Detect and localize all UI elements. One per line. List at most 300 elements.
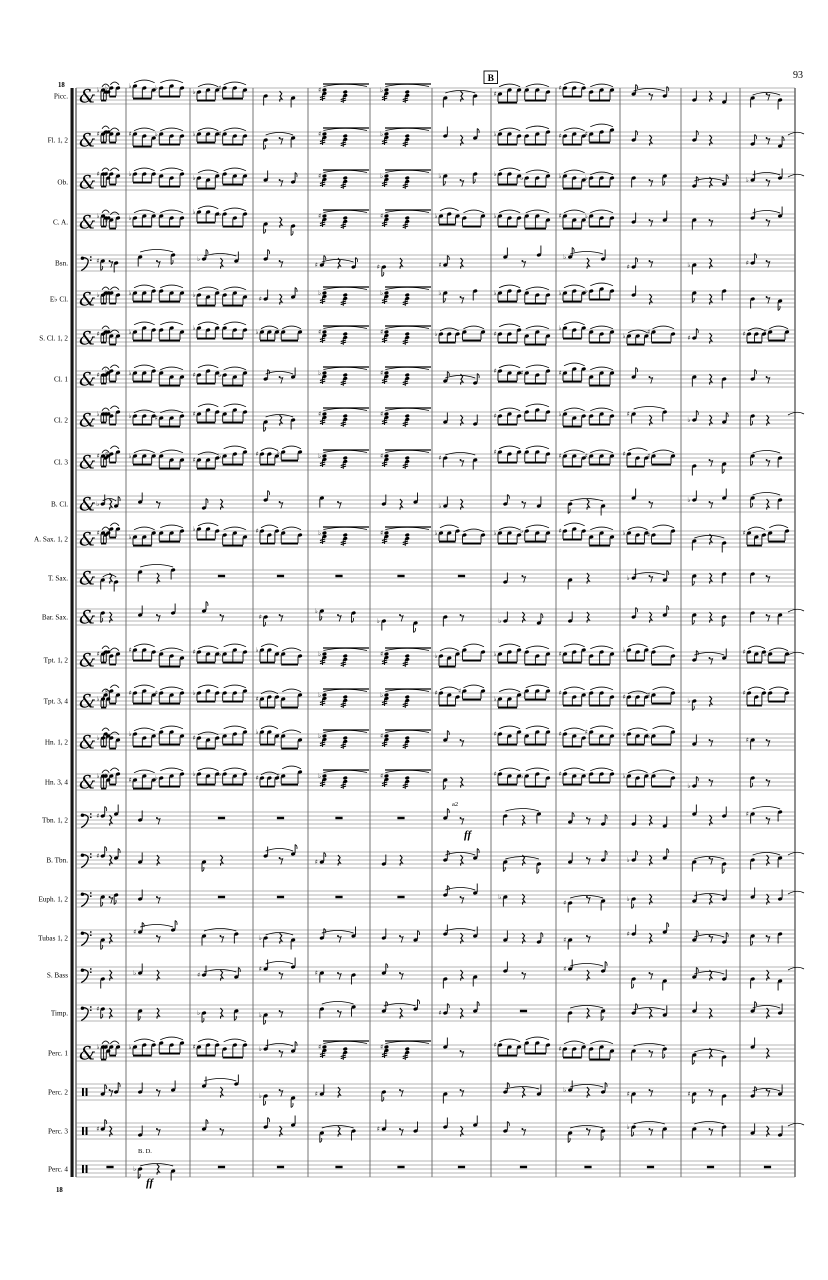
- flat-accidental-icon: ♭: [218, 210, 222, 218]
- sharp-accidental-icon: ♯: [379, 1043, 384, 1051]
- sharp-accidental-icon: ♯: [563, 899, 567, 907]
- flat-accidental-icon: ♭: [687, 261, 691, 269]
- rehearsal-mark: [484, 71, 498, 84]
- flat-accidental-icon: ♭: [379, 130, 384, 138]
- flat-accidental-icon: ♭: [133, 1165, 137, 1173]
- sharp-accidental-icon: ♯: [104, 1043, 108, 1051]
- flat-accidental-icon: ♭: [434, 652, 438, 660]
- measure-number-bottom: 18: [56, 1187, 63, 1194]
- sharp-accidental-icon: ♯: [317, 86, 322, 94]
- flat-accidental-icon: ♭: [438, 289, 442, 297]
- sharp-accidental-icon: ♯: [493, 448, 497, 456]
- sharp-accidental-icon: ♯: [558, 212, 562, 220]
- flat-accidental-icon: ♭: [584, 174, 588, 182]
- sharp-accidental-icon: ♯: [493, 90, 497, 98]
- measure-rest: [520, 1010, 527, 1012]
- sharp-accidental-icon: ♯: [379, 650, 384, 658]
- measure-rest: [647, 1166, 654, 1168]
- measure-notes: [277, 817, 284, 819]
- flat-accidental-icon: ♭: [379, 289, 384, 297]
- flat-accidental-icon: ♭: [584, 212, 588, 220]
- flat-accidental-icon: ♭: [745, 176, 749, 184]
- flat-accidental-icon: ♭: [258, 1092, 262, 1100]
- system-bracket: [71, 88, 74, 1177]
- flat-accidental-icon: ♭: [626, 1123, 630, 1131]
- sharp-accidental-icon: ♯: [493, 367, 497, 375]
- sharp-accidental-icon: ♯: [314, 261, 318, 269]
- measure-rest: [218, 896, 225, 898]
- sharp-accidental-icon: ♯: [558, 452, 562, 460]
- flat-accidental-icon: ♭: [128, 289, 132, 297]
- flat-accidental-icon: ♭: [438, 172, 442, 180]
- measure-rest: [106, 1166, 113, 1168]
- sharp-accidental-icon: ♯: [192, 371, 196, 379]
- treble-clef-icon: &: [79, 771, 96, 794]
- flat-accidental-icon: ♭: [687, 496, 691, 504]
- sharp-accidental-icon: ♯: [563, 965, 567, 973]
- sharp-accidental-icon: ♯: [276, 732, 280, 740]
- measure-notes: [458, 1166, 465, 1168]
- dynamic-marking: ff: [146, 1177, 154, 1189]
- sharp-accidental-icon: ♯: [276, 650, 280, 658]
- measure-rest: [458, 575, 465, 577]
- sharp-accidental-icon: ♯: [379, 212, 384, 220]
- flat-accidental-icon: ♭: [520, 174, 524, 182]
- treble-clef-icon: &: [79, 493, 96, 516]
- treble-clef-icon: &: [79, 649, 96, 672]
- flat-accidental-icon: ♭: [104, 367, 108, 375]
- sharp-accidental-icon: ♯: [438, 261, 442, 269]
- measure-notes: [397, 575, 404, 577]
- sharp-accidental-icon: ♯: [154, 689, 158, 697]
- treble-clef-icon: &: [79, 409, 96, 432]
- staff-label-b-cl: B. Cl.: [51, 500, 68, 509]
- flat-accidental-icon: ♭: [687, 782, 691, 790]
- sharp-accidental-icon: ♯: [493, 330, 497, 338]
- sharp-accidental-icon: ♯: [379, 452, 384, 460]
- treble-clef-icon: &: [79, 327, 96, 350]
- treble-clef-icon: &: [79, 368, 96, 391]
- sharp-accidental-icon: ♯: [276, 328, 280, 336]
- flat-accidental-icon: ♭: [218, 770, 222, 778]
- sharp-accidental-icon: ♯: [196, 971, 201, 979]
- measure-notes: [397, 817, 404, 819]
- flat-accidental-icon: ♭: [96, 695, 100, 703]
- measure-notes: [707, 1166, 714, 1168]
- sharp-accidental-icon: ♯: [218, 130, 222, 138]
- sharp-accidental-icon: ♯: [104, 687, 108, 695]
- measure-notes: [218, 1166, 225, 1168]
- measure-notes: [335, 1166, 342, 1168]
- measure-notes: [335, 575, 342, 577]
- staff-label-tpt-3-4: Tpt. 3, 4: [43, 697, 68, 706]
- flat-accidental-icon: ♭: [687, 697, 691, 705]
- sharp-accidental-icon: ♯: [317, 130, 322, 138]
- flat-accidental-icon: ♭: [379, 172, 384, 180]
- measure-notes: [397, 1166, 404, 1168]
- sharp-accidental-icon: ♯: [192, 1043, 196, 1051]
- treble-clef-icon: &: [79, 528, 96, 551]
- staff-label-tpt-1-2: Tpt. 1, 2: [43, 656, 68, 665]
- flat-accidental-icon: ♭: [520, 772, 524, 780]
- flat-accidental-icon: ♭: [128, 328, 132, 336]
- sharp-accidental-icon: ♯: [258, 295, 262, 303]
- staff-label-fl-1-2: Fl. 1, 2: [47, 136, 68, 145]
- flat-accidental-icon: ♭: [96, 734, 100, 742]
- staff-label-ob: Ob.: [57, 178, 68, 187]
- staff-label-c-a: C. A.: [53, 218, 68, 227]
- flat-accidental-icon: ♭: [622, 772, 626, 780]
- staff-label-perc-2: Perc. 2: [48, 1088, 68, 1097]
- staff-label-bar-sax: Bar. Sax.: [41, 613, 68, 622]
- flat-accidental-icon: ♭: [438, 502, 442, 510]
- sharp-accidental-icon: ♯: [687, 334, 691, 342]
- sharp-accidental-icon: ♯: [745, 810, 749, 818]
- sharp-accidental-icon: ♯: [96, 170, 100, 178]
- sharp-accidental-icon: ♯: [558, 650, 562, 658]
- flat-accidental-icon: ♭: [763, 650, 767, 658]
- sharp-accidental-icon: ♯: [558, 132, 562, 140]
- sharp-accidental-icon: ♯: [218, 84, 222, 92]
- flat-accidental-icon: ♭: [558, 324, 562, 332]
- staff-label-s-bass: S. Bass: [46, 971, 68, 980]
- flat-accidental-icon: ♭: [192, 208, 196, 216]
- measure-rest: [397, 896, 404, 898]
- sharp-accidental-icon: ♯: [622, 450, 626, 458]
- sharp-accidental-icon: ♯: [379, 369, 384, 377]
- flat-accidental-icon: ♭: [498, 893, 502, 901]
- sharp-accidental-icon: ♯: [438, 1009, 442, 1017]
- flat-accidental-icon: ♭: [379, 86, 384, 94]
- sharp-accidental-icon: ♯: [314, 969, 318, 977]
- measure-rest: [397, 575, 404, 577]
- measure-rest: [218, 1166, 225, 1168]
- sharp-accidental-icon: ♯: [647, 531, 651, 539]
- sharp-accidental-icon: ♯: [493, 1041, 497, 1049]
- flat-accidental-icon: ♭: [96, 291, 100, 299]
- sharp-accidental-icon: ♯: [626, 410, 630, 418]
- flat-accidental-icon: ♭: [96, 1043, 100, 1051]
- sharp-accidental-icon: ♯: [584, 728, 588, 736]
- staff-label-e-cl: E♭ Cl.: [49, 295, 68, 304]
- sharp-accidental-icon: ♯: [96, 257, 100, 265]
- flat-accidental-icon: ♭: [276, 448, 280, 456]
- treble-clef-icon: &: [79, 129, 96, 152]
- measure-rest: [277, 896, 284, 898]
- sharp-accidental-icon: ♯: [96, 371, 100, 379]
- measure-notes: [458, 575, 465, 577]
- sharp-accidental-icon: ♯: [96, 1125, 100, 1133]
- flat-accidental-icon: ♭: [218, 452, 222, 460]
- measure-notes: [520, 1166, 527, 1168]
- measure-notes: [584, 1166, 591, 1168]
- sharp-accidental-icon: ♯: [558, 1045, 562, 1053]
- flat-accidental-icon: ♭: [255, 646, 259, 654]
- flat-accidental-icon: ♭: [258, 1011, 262, 1019]
- measure-rest: [764, 1166, 771, 1168]
- flat-accidental-icon: ♭: [647, 732, 651, 740]
- sharp-accidental-icon: ♯: [742, 648, 746, 656]
- sharp-accidental-icon: ♯: [379, 772, 384, 780]
- staff-label-euph-1-2: Euph. 1, 2: [38, 895, 68, 904]
- flat-accidental-icon: ♭: [192, 689, 196, 697]
- sharp-accidental-icon: ♯: [96, 650, 100, 658]
- sharp-accidental-icon: ♯: [104, 734, 108, 742]
- sharp-accidental-icon: ♯: [96, 130, 100, 138]
- flat-accidental-icon: ♭: [687, 416, 691, 424]
- flat-accidental-icon: ♭: [154, 84, 158, 92]
- sharp-accidental-icon: ♯: [493, 770, 497, 778]
- flat-accidental-icon: ♭: [558, 172, 562, 180]
- sharp-accidental-icon: ♯: [434, 689, 438, 697]
- flat-accidental-icon: ♭: [128, 82, 132, 90]
- staff-label-timp: Timp.: [50, 1009, 68, 1018]
- flat-accidental-icon: ♭: [258, 1045, 262, 1053]
- flat-accidental-icon: ♭: [104, 772, 108, 780]
- flat-accidental-icon: ♭: [192, 525, 196, 533]
- measure-notes: [335, 817, 342, 819]
- flat-accidental-icon: ♭: [128, 214, 132, 222]
- measure-rest: [397, 817, 404, 819]
- flat-accidental-icon: ♭: [379, 691, 384, 699]
- dynamic-marking: ff: [464, 829, 472, 841]
- flat-accidental-icon: ♭: [493, 650, 497, 658]
- flat-accidental-icon: ♭: [434, 529, 438, 537]
- measure-notes: [218, 575, 225, 577]
- sharp-accidental-icon: ♯: [96, 529, 100, 537]
- sharp-accidental-icon: ♯: [317, 212, 322, 220]
- flat-accidental-icon: ♭: [317, 289, 322, 297]
- staff-label-s-cl-1-2: S. Cl. 1, 2: [39, 334, 68, 343]
- sharp-accidental-icon: ♯: [763, 328, 767, 336]
- sharp-accidental-icon: ♯: [379, 732, 384, 740]
- flat-accidental-icon: ♭: [563, 1086, 567, 1094]
- flat-accidental-icon: ♭: [317, 650, 322, 658]
- sharp-accidental-icon: ♯: [745, 259, 749, 267]
- flat-accidental-icon: ♭: [317, 369, 322, 377]
- sharp-accidental-icon: ♯: [255, 527, 259, 535]
- flat-accidental-icon: ♭: [563, 253, 567, 261]
- sharp-accidental-icon: ♯: [276, 772, 280, 780]
- staff-label-tubas-1-2: Tubas 1, 2: [38, 934, 68, 943]
- flat-accidental-icon: ♭: [96, 86, 100, 94]
- flat-accidental-icon: ♭: [493, 170, 497, 178]
- flat-accidental-icon: ♭: [317, 452, 322, 460]
- treble-clef-icon: &: [79, 451, 96, 474]
- staff-label-bsn: Bsn.: [55, 259, 68, 268]
- sharp-accidental-icon: ♯: [258, 613, 262, 621]
- flat-accidental-icon: ♭: [626, 574, 630, 582]
- flat-accidental-icon: ♭: [493, 695, 497, 703]
- sharp-accidental-icon: ♯: [104, 170, 108, 178]
- flat-accidental-icon: ♭: [622, 332, 626, 340]
- measure-rest: [335, 896, 342, 898]
- staff-label-perc-3: Perc. 3: [48, 1127, 68, 1136]
- treble-clef-icon: &: [79, 606, 96, 629]
- technique-label: B. D.: [138, 1148, 152, 1155]
- sharp-accidental-icon: ♯: [154, 414, 158, 422]
- staff-label-perc-1: Perc. 1: [48, 1049, 68, 1058]
- sharp-accidental-icon: ♯: [558, 770, 562, 778]
- sharp-accidental-icon: ♯: [626, 1090, 630, 1098]
- sharp-accidental-icon: ♯: [96, 852, 100, 860]
- measure-notes: [335, 896, 342, 898]
- sharp-accidental-icon: ♯: [192, 648, 196, 656]
- sharp-accidental-icon: ♯: [558, 369, 562, 377]
- measure-rest: [218, 817, 225, 819]
- flat-accidental-icon: ♭: [317, 772, 322, 780]
- measure-rest: [335, 575, 342, 577]
- flat-accidental-icon: ♭: [192, 88, 196, 96]
- measure-notes: [218, 817, 225, 819]
- sharp-accidental-icon: ♯: [520, 369, 524, 377]
- flat-accidental-icon: ♭: [317, 732, 322, 740]
- treble-clef-icon: &: [79, 171, 96, 194]
- sharp-accidental-icon: ♯: [493, 730, 497, 738]
- treble-clef-icon: &: [79, 288, 96, 311]
- sharp-accidental-icon: ♯: [379, 529, 384, 537]
- sharp-accidental-icon: ♯: [493, 412, 497, 420]
- page-number: 93: [793, 70, 803, 81]
- flat-accidental-icon: ♭: [255, 728, 259, 736]
- flat-accidental-icon: ♭: [434, 212, 438, 220]
- treble-clef-icon: &: [79, 690, 96, 713]
- treble-clef-icon: &: [79, 85, 96, 108]
- flat-accidental-icon: ♭: [317, 691, 322, 699]
- flat-accidental-icon: ♭: [128, 533, 132, 541]
- staff-label-cl-2: Cl. 2: [54, 416, 68, 425]
- sharp-accidental-icon: ♯: [258, 965, 262, 973]
- flat-accidental-icon: ♭: [376, 617, 380, 625]
- measure-rest: [520, 1166, 527, 1168]
- sharp-accidental-icon: ♯: [742, 330, 746, 338]
- sharp-accidental-icon: ♯: [687, 1090, 691, 1098]
- sharp-accidental-icon: ♯: [133, 928, 137, 936]
- sharp-accidental-icon: ♯: [622, 693, 626, 701]
- flat-accidental-icon: ♭: [192, 291, 196, 299]
- sharp-accidental-icon: ♯: [128, 646, 132, 654]
- measure-notes: [218, 896, 225, 898]
- flat-accidental-icon: ♭: [218, 371, 222, 379]
- flat-accidental-icon: ♭: [493, 529, 497, 537]
- flat-accidental-icon: ♭: [218, 650, 222, 658]
- sharp-accidental-icon: ♯: [742, 689, 746, 697]
- measure-rest: [277, 575, 284, 577]
- sharp-accidental-icon: ♯: [438, 454, 442, 462]
- flat-accidental-icon: ♭: [626, 895, 630, 903]
- measure-notes: [397, 896, 404, 898]
- sharp-accidental-icon: ♯: [647, 691, 651, 699]
- flat-accidental-icon: ♭: [258, 934, 262, 942]
- flat-accidental-icon: ♭: [96, 500, 100, 508]
- measure-rest: [277, 1166, 284, 1168]
- treble-clef-icon: &: [79, 731, 96, 754]
- flat-accidental-icon: ♭: [192, 324, 196, 332]
- measure-rest: [707, 1166, 714, 1168]
- measure-notes: [277, 896, 284, 898]
- staff-label-tbn-1-2: Tbn. 1, 2: [42, 816, 68, 825]
- flat-accidental-icon: ♭: [558, 289, 562, 297]
- sharp-accidental-icon: ♯: [317, 328, 322, 336]
- flat-accidental-icon: ♭: [622, 646, 626, 654]
- sharp-accidental-icon: ♯: [96, 812, 100, 820]
- sharp-accidental-icon: ♯: [96, 1005, 100, 1013]
- sharp-accidental-icon: ♯: [376, 263, 380, 271]
- flat-accidental-icon: ♭: [128, 170, 132, 178]
- flat-accidental-icon: ♭: [493, 289, 497, 297]
- sharp-accidental-icon: ♯: [626, 930, 630, 938]
- flat-accidental-icon: ♭: [493, 212, 497, 220]
- flat-accidental-icon: ♭: [154, 774, 158, 782]
- staff-label-perc-4: Perc. 4: [48, 1165, 68, 1174]
- sharp-accidental-icon: ♯: [647, 452, 651, 460]
- sharp-accidental-icon: ♯: [558, 527, 562, 535]
- flat-accidental-icon: ♭: [154, 130, 158, 138]
- measure-rest: [335, 1166, 342, 1168]
- flat-accidental-icon: ♭: [314, 607, 318, 615]
- sharp-accidental-icon: ♯: [192, 734, 196, 742]
- flat-accidental-icon: ♭: [196, 255, 201, 263]
- sharp-accidental-icon: ♯: [192, 410, 196, 418]
- flat-accidental-icon: ♭: [192, 770, 196, 778]
- flat-accidental-icon: ♭: [128, 452, 132, 460]
- measure-notes: [764, 1166, 771, 1168]
- measure-rest: [584, 1166, 591, 1168]
- flat-accidental-icon: ♭: [558, 410, 562, 418]
- flat-accidental-icon: ♭: [128, 1043, 132, 1051]
- sharp-accidental-icon: ♯: [558, 689, 562, 697]
- flat-accidental-icon: ♭: [498, 617, 502, 625]
- flat-accidental-icon: ♭: [493, 130, 497, 138]
- sharp-accidental-icon: ♯: [128, 130, 132, 138]
- flat-accidental-icon: ♭: [255, 328, 259, 336]
- sharp-accidental-icon: ♯: [128, 776, 132, 784]
- sharp-accidental-icon: ♯: [317, 410, 322, 418]
- flat-accidental-icon: ♭: [622, 730, 626, 738]
- flat-accidental-icon: ♭: [104, 216, 108, 224]
- flat-accidental-icon: ♭: [128, 412, 132, 420]
- sharp-accidental-icon: ♯: [104, 450, 108, 458]
- sharp-accidental-icon: ♯: [745, 736, 749, 744]
- treble-clef-icon: &: [79, 211, 96, 234]
- staff-label-cl-1: Cl. 1: [54, 375, 68, 384]
- flat-accidental-icon: ♭: [104, 84, 108, 92]
- technique-label: a2: [452, 801, 459, 808]
- flat-accidental-icon: ♭: [434, 330, 438, 338]
- measure-rest: [277, 817, 284, 819]
- staff-label-hn-1-2: Hn. 1, 2: [44, 738, 68, 747]
- flat-accidental-icon: ♭: [128, 730, 132, 738]
- sharp-accidental-icon: ♯: [626, 263, 630, 271]
- flat-accidental-icon: ♭: [622, 529, 626, 537]
- flat-accidental-icon: ♭: [96, 410, 100, 418]
- measure-rest: [458, 1166, 465, 1168]
- measure-notes: [277, 575, 284, 577]
- sharp-accidental-icon: ♯: [457, 687, 462, 695]
- sharp-accidental-icon: ♯: [558, 84, 562, 92]
- sharp-accidental-icon: ♯: [255, 695, 259, 703]
- measure-rest: [218, 575, 225, 577]
- treble-clef-icon: &: [79, 567, 96, 590]
- measure-rest: [335, 817, 342, 819]
- staff-label-picc: Picc.: [53, 92, 68, 101]
- sharp-accidental-icon: ♯: [96, 452, 100, 460]
- sharp-accidental-icon: ♯: [647, 328, 651, 336]
- flat-accidental-icon: ♭: [96, 212, 100, 220]
- flat-accidental-icon: ♭: [192, 174, 196, 182]
- flat-accidental-icon: ♭: [192, 130, 196, 138]
- sharp-accidental-icon: ♯: [563, 936, 567, 944]
